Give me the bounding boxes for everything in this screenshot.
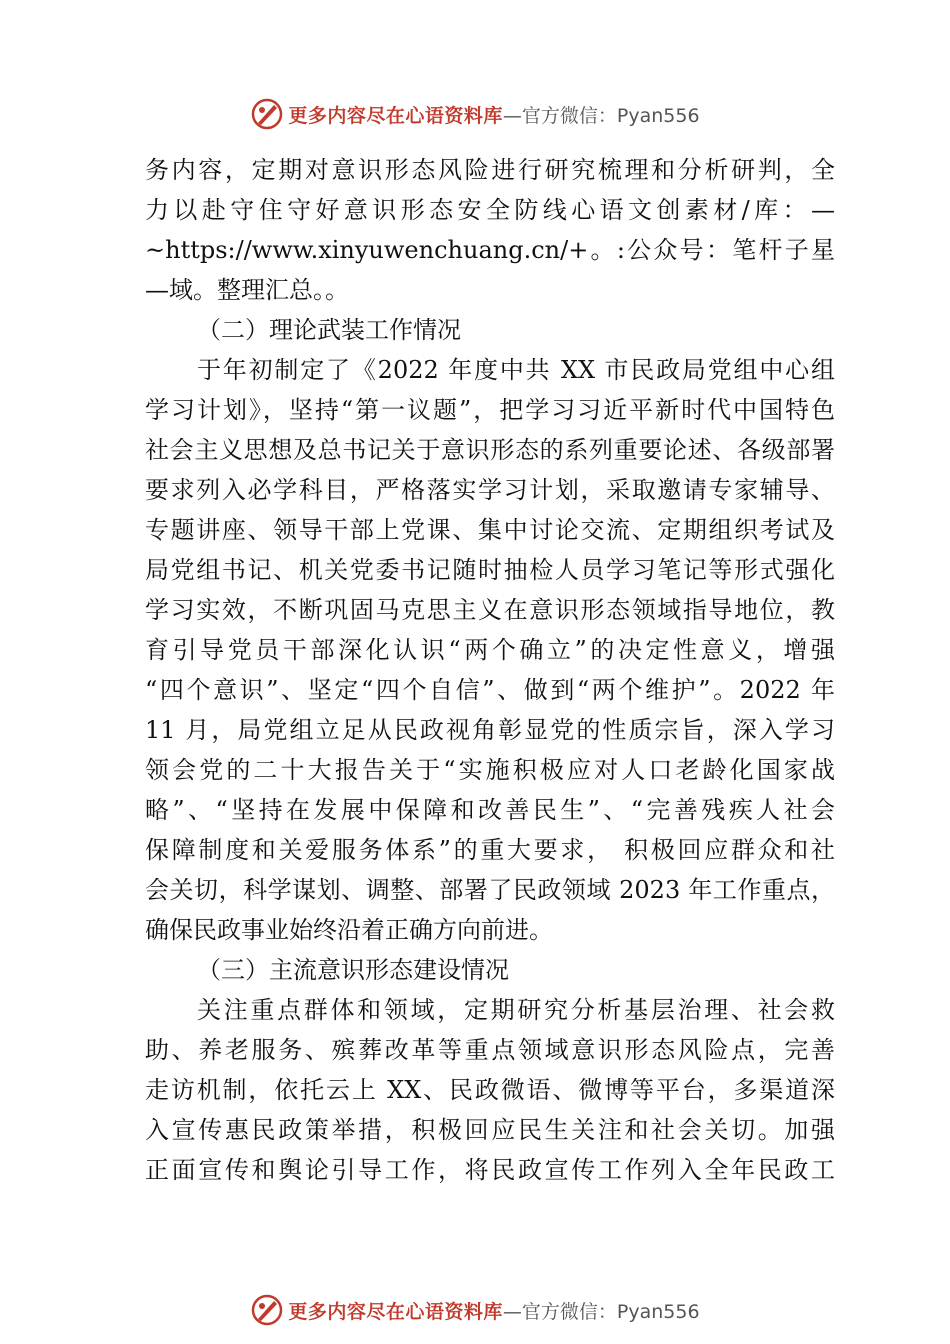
text-line: 领会党的二十大报告关于“实施积极应对人口老龄化国家战: [145, 756, 835, 784]
text-line: 力以赴守住守好意识形态安全防线心语文创素材/库：—: [145, 196, 835, 224]
text-line: 务内容，定期对意识形态风险进行研究梳理和分析研判，全: [145, 156, 835, 184]
text-line: 专题讲座、领导干部上党课、集中讨论交流、定期组织考试及: [145, 516, 835, 544]
text-line: 正面宣传和舆论引导工作，将民政宣传工作列入全年民政工: [145, 1156, 835, 1184]
text-line: 局党组书记、机关党委书记随时抽检人员学习笔记等形式强化: [145, 556, 835, 584]
text-line: 于年初制定了《2022 年度中共 XX 市民政局党组中心组: [197, 356, 835, 384]
header-watermark: [0, 94, 950, 134]
text-line: 育引导党员干部深化认识“两个确立”的决定性意义，增强: [145, 636, 835, 664]
footer-red-text: 更多内容尽在心语资料库: [288, 1300, 503, 1323]
section-heading-3: （三）主流意识形态建设情况: [197, 956, 509, 984]
text-line: —域。整理汇总。。: [145, 276, 349, 304]
text-line: 要求列入必学科目，严格落实学习计划，采取邀请专家辅导、: [145, 476, 835, 504]
text-line: 学习计划》，坚持“第一议题”，把学习习近平新时代中国特色: [145, 396, 835, 424]
text-line: 助、养老服务、殡葬改革等重点领域意识形态风险点，完善: [145, 1036, 835, 1064]
text-line: 略”、“坚持在发展中保障和改善民生”、“完善残疾人社会: [145, 796, 835, 824]
text-line: 关注重点群体和领域，定期研究分析基层治理、社会救: [197, 996, 835, 1024]
footer-grey-text: —官方微信：Pyan556: [502, 1300, 700, 1323]
text-line: 走访机制，依托云上 XX、民政微语、微博等平台，多渠道深: [145, 1076, 835, 1104]
text-line: ~https://www.xinyuwenchuang.cn/+。:公众号：笔杆子星: [145, 236, 835, 264]
text-line: 社会主义思想及总书记关于意识形态的系列重要论述、各级部署: [145, 436, 835, 464]
text-line: 保障制度和关爱服务体系”的重大要求， 积极回应群众和社: [145, 836, 835, 864]
document-body: [145, 150, 835, 1190]
text-line: 11 月，局党组立足从民政视角彰显党的性质宗旨，深入学习: [145, 716, 835, 744]
footer-watermark: [0, 1290, 950, 1330]
text-line: 学习实效，不断巩固马克思主义在意识形态领域指导地位，教: [145, 596, 835, 624]
section-heading-2: （二）理论武装工作情况: [197, 316, 461, 344]
text-line: “四个意识”、坚定“四个自信”、做到“两个维护”。2022 年: [145, 676, 835, 704]
logo-icon: [250, 97, 284, 131]
header-grey-text: —官方微信：Pyan556: [502, 104, 700, 127]
header-red-text: 更多内容尽在心语资料库: [288, 104, 503, 127]
text-line: 确保民政事业始终沿着正确方向前进。: [145, 916, 553, 944]
logo-icon: [250, 1293, 284, 1327]
text-line: 入宣传惠民政策举措，积极回应民生关注和社会关切。加强: [145, 1116, 835, 1144]
text-line: 会关切，科学谋划、调整、部署了民政领域 2023 年工作重点，: [145, 876, 835, 904]
